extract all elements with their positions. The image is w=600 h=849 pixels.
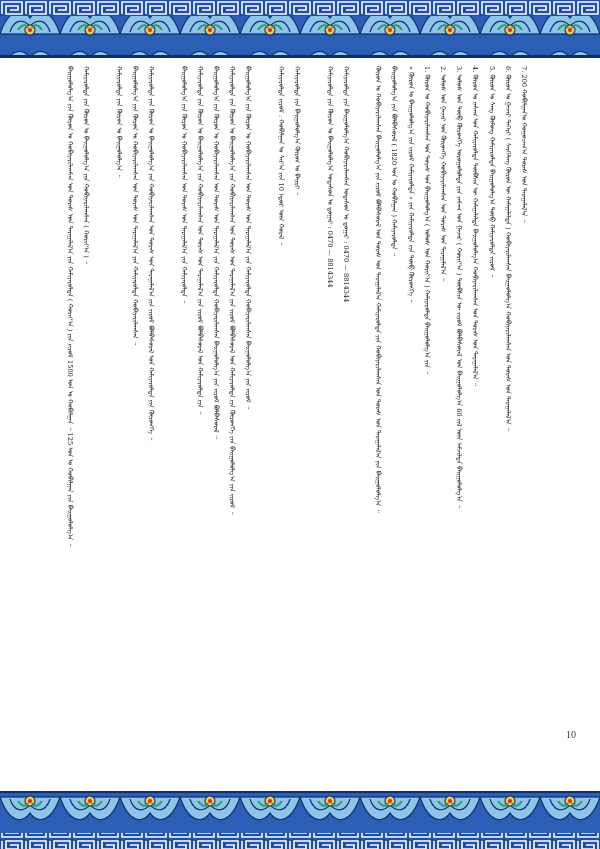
text-line: 2. ᠤᠯᠤᠰ ᠤᠨ ᠭᠠᠵᠠᠷ ᠤᠨ ᠬᠦᠷᠦᠩᠭᠡ ᠬᠤᠪᠢᠶᠠᠷᠢᠯᠠᠭᠰᠠᠨ ᠤᠨ ᠳᠤᠷᠠᠰ ᠤᠨ ᠳᠠᠷᠠᠭᠠᠯᠠᠯ᠎ᠠ ᠃ xyxy=(438,66,447,282)
text-line: 4. ᠬᠦᠷᠦᠨ ᠤ ᠵᠠᠰᠠᠭ ᠤᠨ ᠬᠠᠮᠢᠶᠠᠷᠤᠯᠲᠠ ᠲᠦᠪᠰᠢᠨ ᠦ ᠬᠠᠮᠠᠭᠠᠯᠠᠯᠲᠠ ᠪᠠᠢᠭᠤᠯᠤᠯᠭ᠎ᠠ ᠬᠤᠪᠢᠶᠠᠷᠢᠯᠠᠭᠰᠠᠨ ᠤᠨ ᠳᠤᠷᠠᠰ ᠤᠨ ᠳᠠᠷᠠᠭᠠᠯᠠᠯ᠎ᠠ ᠃ xyxy=(471,66,480,387)
text-line: « ᠬᠦᠷᠦᠨ ᠤ ᠪᠠᠢᠭᠤᠯᠤᠯᠭ᠎ᠠ ᠶᠢᠨ ᠵᠢᠷᠤᠮ ᠬᠠᠮᠢᠶᠠᠷᠤᠯᠲᠠ » ᠶᠢᠨ ᠬᠠᠮᠢᠶᠠᠷᠤᠯᠲᠠ ᠶᠢᠨ ᠲᠦᠪ ᠬᠦᠷᠦᠩᠭᠡ ᠃ xyxy=(406,66,415,303)
text-line: 1. ᠬᠦᠷᠦᠨ ᠤ ᠬᠤᠪᠢᠶᠠᠷᠢᠯᠠᠭᠰᠠᠨ ᠤᠨ ᠳᠤᠷᠠᠰ ᠤᠨ ᠪᠠᠢᠭᠤᠯᠤᠯᠭ᠎ᠠ ( ᠤᠯᠤᠰ ᠤᠨ ᠬᠤᠷᠢᠶ᠎ᠠ ) ᠬᠠᠮᠢᠶᠠᠷᠤᠯᠲᠠ ᠪᠠᠢᠭᠤᠯᠤᠯᠭ᠎ᠠ ᠶᠢᠨ ᠃ xyxy=(422,66,431,375)
text-line: ᠬᠠᠮᠢᠶᠠᠷᠤᠯᠲᠠ ᠶᠢᠨ ᠬᠦᠷᠦᠨ ᠤ ᠪᠠᠢᠭᠤᠯᠤᠯᠭ᠎ᠠ ᠶᠢᠨ ᠬᠤᠪᠢᠶᠠᠷᠢᠯᠠᠭᠰᠠᠨ ᠤᠨ ᠳᠤᠷᠠᠰ ᠤᠨ ᠳᠠᠷᠠᠭᠠᠯᠠᠯ᠎ᠠ ᠶᠢᠨ ᠵᠢᠷᠤᠮ ᠪᠣᠯᠪᠠᠰᠤᠷᠠᠯ ᠤᠨ ᠬᠠᠮᠢᠶᠠᠷᠤᠯᠲᠠ ᠶᠢᠨ ᠬᠦᠷᠦᠩᠭᠡ ᠶᠢᠨ ᠪᠠᠢᠭᠤᠯᠤᠯᠭ᠎ᠠ ᠶᠢᠨ ᠵᠢᠷᠤᠮ ᠃ xyxy=(228,66,237,515)
text-line: ᠬᠠᠮᠢᠶᠠᠷᠤᠯᠲᠠ ᠶᠢᠨ ᠬᠦᠷᠦᠨ ᠤ ᠪᠠᠢᠭᠤᠯᠤᠯᠭ᠎ᠠ ᠶᠢᠨ ᠬᠤᠪᠢᠶᠠᠷᠢᠯᠠᠭᠰᠠᠨ ᠤᠨ ᠳᠤᠷᠠᠰ ᠤᠨ ᠳᠠᠷᠠᠭᠠᠯᠠᠯ᠎ᠠ ᠶᠢᠨ ᠵᠢᠷᠤᠮ ᠪᠣᠯᠪᠠᠰᠤᠷᠠᠯ ᠤᠨ ᠬᠠᠮᠢᠶᠠᠷᠤᠯᠲᠠ ᠶᠢᠨ ᠬᠦᠷᠦᠩᠭᠡ ᠃ xyxy=(147,66,156,441)
text-line: ᠬᠠᠮᠢᠶᠠᠷᠤᠯᠲᠠ ᠶᠢᠨ ᠪᠠᠢᠭᠤᠯᠤᠯᠭ᠎ᠠ ᠬᠦᠷᠦᠨ ᠤ ᠪᠠᠢᠷᠢ ᠃ xyxy=(293,66,302,196)
text-line: ᠬᠠᠮᠢᠶᠠᠷᠤᠯᠲᠠ ᠶᠢᠨ ᠪᠠᠢᠭᠤᠯᠤᠯᠭ᠎ᠠ ᠬᠤᠪᠢᠶᠠᠷᠢᠯᠠᠭᠰᠠᠨ ᠤᠲᠠᠰᠤᠨ ᠤ ᠳ᠋ᠤᠭᠠᠷ : 0470 — 8814344 xyxy=(341,66,350,303)
text-line: 7. 200 ᠬᠣᠪᠢᠯᠭᠠᠨ᠎ᠤ ᠬᠤᠭᠤᠴᠠᠭ᠎ᠠ ᠳᠤᠷᠠᠰ ᠤᠨ ᠳᠠᠷᠠᠭᠠᠯᠠᠯ᠎ᠠ ᠃ xyxy=(520,66,528,223)
text-line: 5. ᠬᠦᠷᠦᠨ ᠤ ᠰᠠᠩ ᠬᠥᠮᠥᠩ ᠬᠠᠮᠢᠶᠠᠷᠤᠯᠲᠠ ᠪᠠᠢᠭᠤᠯᠤᠯᠭ᠎ᠠ ᠲᠦᠪ ᠬᠠᠮᠢᠶᠠᠷᠤᠯᠲᠠ ᠵᠢᠷᠤᠮ ᠃ xyxy=(487,66,496,278)
text-line: ᠪᠠᠢᠭᠤᠯᠤᠯᠭ᠎ᠠ ᠶᠢᠨ ᠬᠦᠷᠦᠨ ᠤ ᠬᠤᠪᠢᠶᠠᠷᠢᠯᠠᠭᠰᠠᠨ ᠤᠨ ᠳᠤᠷᠠᠰ ᠤᠨ ᠳᠠᠷᠠᠭᠠᠯᠠᠯ᠎ᠠ ᠶᠢᠨ ᠬᠠᠮᠢᠶᠠᠷᠤᠯᠲᠠ ( ᠬᠤᠷᠢᠶ᠎ᠠ ) ᠶᠢᠨ ᠵᠢᠷᠤᠮ 1500 ᠣᠨ ᠤ ᠬᠤᠪᠢᠯᠭᠠᠨ ᠃ 125 ᠣᠨ ᠤ ᠬᠤᠪᠢᠯᠭᠠᠨ ᠶᠢᠨ ᠪᠠᠢᠭᠤᠯᠤᠯᠭ᠎ᠠ ᠃ xyxy=(66,66,75,547)
rotated-text-block xyxy=(58,66,528,772)
top-ornamental-border xyxy=(0,0,600,58)
text-line: ᠬᠦᠷᠦᠨ ᠤ ᠬᠤᠪᠢᠶᠠᠷᠢᠯᠠᠭᠰᠠᠨ ᠪᠠᠢᠭᠤᠯᠤᠯᠭ᠎ᠠ ᠶᠢᠨ ᠵᠢᠷᠤᠮ ᠪᠣᠯᠪᠠᠰᠤᠷᠠᠯ ᠤᠨ ᠳᠤᠷᠠᠰ ᠤᠨ ᠳᠠᠷᠠᠭᠠᠯᠠᠯ᠎ᠠ ᠬᠠᠮᠢᠶᠠᠷᠤᠯᠲᠠ ᠶᠢᠨ ᠬᠤᠪᠢᠶᠠᠷᠢᠯᠠᠭᠰᠠᠨ ᠤᠨ ᠳᠤᠷᠠᠰ ᠤᠨ ᠳᠠᠷᠠᠭᠠᠯᠠᠯ᠎ᠠ ᠶᠢᠨ ᠪᠠᠢᠭᠤᠯᠤᠯᠭ᠎ᠠ ᠃ xyxy=(374,66,383,513)
text-line: ᠪᠠᠢᠭᠤᠯᠤᠯᠭ᠎ᠠ ᠶᠢᠨ ᠪᠣᠯᠪᠠᠰᠤᠷᠠᠯ ( 1820 ᠣᠨ ᠤ ᠬᠤᠪᠢᠯᠭᠠᠨ ) ᠬᠠᠮᠢᠶᠠᠷᠤᠯᠲᠠ ᠃ xyxy=(390,66,399,257)
text-line: 3. ᠤᠯᠤᠰ ᠤᠨ ᠲᠦᠪ ᠬᠦᠷᠦᠩᠭᠡ ᠤᠷᠤᠭᠤᠯᠤᠯᠲᠠ ᠶᠢᠨ ᠵᠠᠰᠠᠭ ᠤᠨ ᠭᠠᠵᠠᠷ ( ᠬᠤᠷᠢᠶ᠎ᠠ ) ᠲᠦᠪᠰᠢᠨ ᠦ ᠵᠢᠷᠤᠮ ᠪᠣᠯᠪᠠᠰᠤᠷᠠᠯ ᠤᠨ ᠪᠠᠢᠭᠤᠯᠤᠯᠭ᠎ᠠ 60 ᠵᠢᠯ ᠦᠨ ᠠᠮᠵᠢᠯᠲᠠ ᠪᠠᠢᠭᠤᠯᠤᠯᠭ᠎ᠠ ᠃ xyxy=(455,66,464,509)
text-line: ᠪᠠᠢᠭᠤᠯᠤᠯᠭ᠎ᠠ ᠶᠢᠨ ᠬᠦᠷᠦᠨ ᠤ ᠬᠤᠪᠢᠶᠠᠷᠢᠯᠠᠭᠰᠠᠨ ᠤᠨ ᠳᠤᠷᠠᠰ ᠤᠨ ᠳᠠᠷᠠᠭᠠᠯᠠᠯ᠎ᠠ ᠶᠢᠨ ᠬᠠᠮᠢᠶᠠᠷᠤᠯᠲᠠ ᠬᠤᠪᠢᠶᠠᠷᠢᠯᠠᠭᠰᠠᠨ ᠃ xyxy=(131,66,140,346)
text-line: 6. ᠬᠦᠷᠦᠨ ᠤ ᠭᠠᠵᠠᠷ ᠲᠡᠭᠡᠷᠢ ( ᠰᠡᠷᠭᠡᠯᠡᠩ ᠬᠦᠷᠦᠨ ᠦ ᠬᠠᠮᠠᠭᠠᠯᠠᠯᠲᠠ ) ᠬᠤᠪᠢᠶᠠᠷᠢᠯᠠᠭᠰᠠᠨ ᠪᠠᠢᠭᠤᠯᠤᠯᠭ᠎ᠠ ᠬᠤᠪᠢᠶᠠᠷᠢᠯᠠᠭᠰᠠᠨ ᠤᠨ ᠳᠤᠷᠠᠰ ᠤᠨ ᠳᠠᠷᠠᠭᠠᠯᠠᠯ᠎ᠠ ᠃ xyxy=(503,66,512,432)
text-line: ᠬᠠᠮᠢᠶᠠᠷᠤᠯᠲᠠ ᠶᠢᠨ ᠬᠦᠷᠦᠨ ᠤ ᠪᠠᠢᠭᠤᠯᠤᠯᠭ᠎ᠠ ᠃ xyxy=(114,66,123,178)
text-line: ᠪᠠᠢᠭᠤᠯᠤᠯᠭ᠎ᠠ ᠶᠢᠨ ᠬᠦᠷᠦᠨ ᠤ ᠬᠤᠪᠢᠶᠠᠷᠢᠯᠠᠭᠰᠠᠨ ᠤᠨ ᠳᠤᠷᠠᠰ ᠤᠨ ᠳᠠᠷᠠᠭᠠᠯᠠᠯ᠎ᠠ ᠶᠢᠨ ᠬᠠᠮᠢᠶᠠᠷᠤᠯᠲᠠ ᠬᠤᠪᠢᠶᠠᠷᠢᠯᠠᠭᠰᠠᠨ ᠪᠠᠢᠭᠤᠯᠤᠯᠭ᠎ᠠ ᠶᠢᠨ ᠵᠢᠷᠤᠮ ᠪᠣᠯᠪᠠᠰᠤᠷᠠᠯ ᠃ xyxy=(212,66,221,440)
text-line: ᠪᠠᠢᠭᠤᠯᠤᠯᠭ᠎ᠠ ᠶᠢᠨ ᠬᠦᠷᠦᠨ ᠤ ᠬᠤᠪᠢᠶᠠᠷᠢᠯᠠᠭᠰᠠᠨ ᠤᠨ ᠳᠤᠷᠠᠰ ᠤᠨ ᠳᠠᠷᠠᠭᠠᠯᠠᠯ᠎ᠠ ᠶᠢᠨ ᠬᠠᠮᠢᠶᠠᠷᠤᠯᠲᠠ ᠃ xyxy=(179,66,188,304)
text-line: ᠬᠠᠮᠢᠶᠠᠷᠤᠯᠲᠠ ᠶᠢᠨ ᠬᠦᠷᠦᠨ ᠤ ᠪᠠᠢᠭᠤᠯᠤᠯᠭ᠎ᠠ ᠶᠢᠨ ᠬᠤᠪᠢᠶᠠᠷᠢᠯᠠᠭᠰᠠᠨ ( ᠬᠤᠷᠢᠶ᠎ᠠ ) ᠃ xyxy=(82,66,91,265)
document-body xyxy=(58,66,528,772)
cloud-scroll-pattern xyxy=(0,0,600,58)
text-line: ᠬᠠᠮᠢᠶᠠᠷᠤᠯᠲᠠ ᠶᠢᠨ ᠬᠦᠷᠦᠨ ᠤ ᠪᠠᠢᠭᠤᠯᠤᠯᠭ᠎ᠠ ᠤᠲᠠᠰᠤᠨ ᠤ ᠳ᠋ᠤᠭᠠᠷ : 0470 — 8814344 xyxy=(325,66,334,288)
page-number: 10 xyxy=(566,730,576,741)
text-line: ᠬᠠᠮᠢᠶᠠᠷᠤᠯᠲᠠ ᠶᠢᠨ ᠬᠦᠷᠦᠨ ᠤ ᠪᠠᠢᠭᠤᠯᠤᠯᠭ᠎ᠠ ᠶᠢᠨ ᠬᠤᠪᠢᠶᠠᠷᠢᠯᠠᠭᠰᠠᠨ ᠤᠨ ᠳᠤᠷᠠᠰ ᠤᠨ ᠳᠠᠷᠠᠭᠠᠯᠠᠯ᠎ᠠ ᠶᠢᠨ ᠵᠢᠷᠤᠮ ᠪᠣᠯᠪᠠᠰᠤᠷᠠᠯ ᠤᠨ ᠬᠠᠮᠢᠶᠠᠷᠤᠯᠲᠠ ᠶᠢᠨ ᠃ xyxy=(195,66,204,415)
text-line: ᠬᠠᠮᠢᠶᠠᠷᠤᠯᠲᠠ ᠵᠢᠷᠤᠮ : ᠬᠤᠪᠢᠯᠭᠠᠨ ᠤ ᠰᠠᠷ᠎ᠠ ᠶᠢᠨ 10 ᠡᠳᠦᠷ ᠦᠨ ᠬᠤᠷᠠᠯ ᠃ xyxy=(276,66,285,246)
cloud-scroll-pattern xyxy=(0,791,600,849)
text-line: ᠪᠠᠢᠭᠤᠯᠤᠯᠭ᠎ᠠ ᠶᠢᠨ ᠬᠦᠷᠦᠨ ᠤ ᠬᠤᠪᠢᠶᠠᠷᠢᠯᠠᠭᠰᠠᠨ ᠤᠨ ᠳᠤᠷᠠᠰ ᠤᠨ ᠳᠠᠷᠠᠭᠠᠯᠠᠯ᠎ᠠ ᠶᠢᠨ ᠬᠠᠮᠢᠶᠠᠷᠤᠯᠲᠠ ᠬᠤᠪᠢᠶᠠᠷᠢᠯᠠᠭᠰᠠᠨ ᠪᠠᠢᠭᠤᠯᠤᠯᠭ᠎ᠠ ᠶᠢᠨ ᠵᠢᠷᠤᠮ ᠃ xyxy=(244,66,253,410)
bottom-ornamental-border xyxy=(0,791,600,849)
